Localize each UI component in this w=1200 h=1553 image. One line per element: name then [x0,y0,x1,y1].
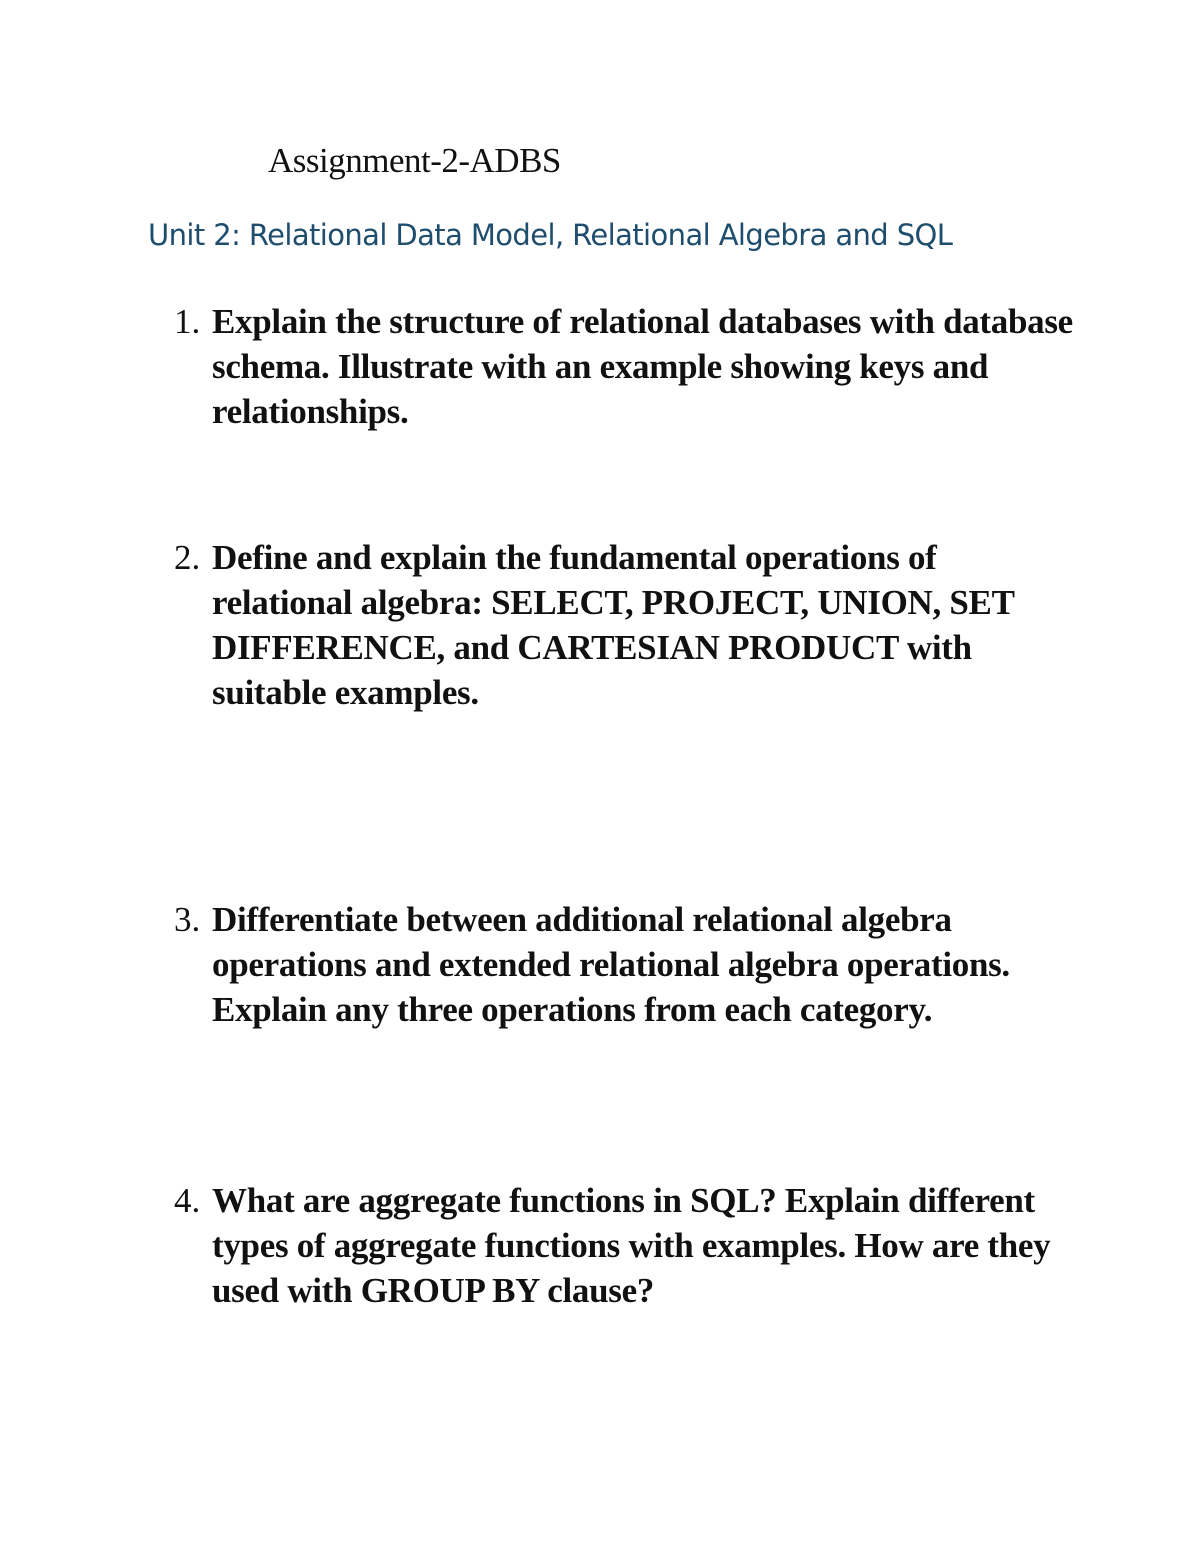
question-text: Define and explain the fundamental operations of relational algebra: SELECT, PROJECT, UNION, SET DIFFERENCE, and CARTESIAN PRODUCT with suitable examples. [212,538,1015,712]
question-number: 2. [174,538,201,577]
document-title: Assignment-2-ADBS [268,141,561,180]
question-text: Explain the structure of relational databases with database schema. Illustrate with an example showing keys and relationships. [212,302,1073,431]
question-item [174,299,1074,434]
question-item [174,1178,1074,1313]
question-text: What are aggregate functions in SQL? Explain different types of aggregate functions with examples. How are they used with GROUP BY clause? [212,1181,1051,1310]
unit-heading: Unit 2: Relational Data Model, Relational Algebra and SQL [148,218,953,252]
question-number: 4. [174,1181,201,1220]
question-item [174,535,1074,715]
question-item [174,897,1074,1032]
question-number: 3. [174,900,201,939]
question-number: 1. [174,302,201,341]
question-text: Differentiate between additional relational algebra operations and extended relational algebra operations. Explain any three operations from each category. [212,900,1010,1029]
